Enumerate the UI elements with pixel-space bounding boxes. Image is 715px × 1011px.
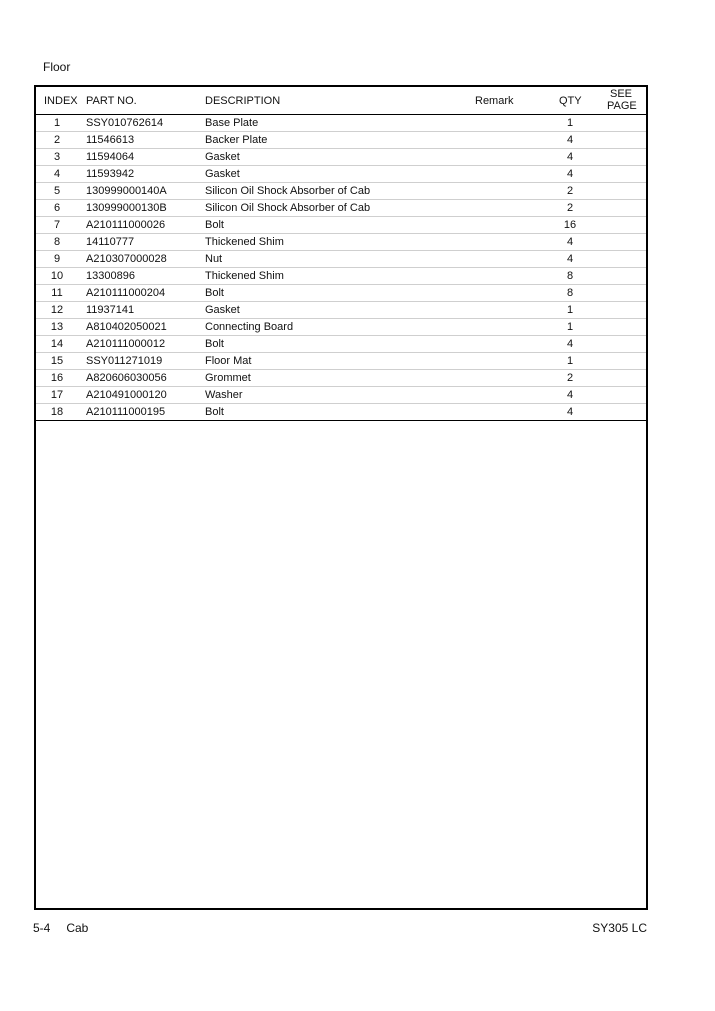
cell-description: Washer bbox=[205, 389, 243, 401]
cell-part-no: 13300896 bbox=[86, 270, 135, 282]
footer-section: Cab bbox=[66, 921, 89, 935]
cell-index: 10 bbox=[50, 270, 64, 282]
cell-qty: 4 bbox=[566, 389, 574, 401]
header-description: DESCRIPTION bbox=[205, 95, 281, 107]
table-row bbox=[36, 302, 646, 319]
cell-part-no: A210111000012 bbox=[86, 338, 166, 350]
table-row bbox=[36, 285, 646, 302]
cell-index: 14 bbox=[50, 338, 64, 350]
cell-part-no: SSY011271019 bbox=[86, 355, 163, 367]
header-part-no: PART NO. bbox=[86, 95, 137, 107]
cell-qty: 8 bbox=[566, 287, 574, 299]
cell-part-no: 14110777 bbox=[86, 236, 135, 248]
cell-index: 16 bbox=[50, 372, 64, 384]
cell-description: Gasket bbox=[205, 151, 240, 163]
cell-index: 11 bbox=[51, 287, 63, 299]
cell-part-no: 11546613 bbox=[86, 134, 135, 146]
cell-index: 2 bbox=[53, 134, 61, 146]
table-row bbox=[36, 115, 646, 132]
cell-description: Thickened Shim bbox=[205, 236, 284, 248]
cell-part-no: A210491000120 bbox=[86, 389, 167, 401]
footer-left bbox=[33, 921, 88, 935]
cell-part-no: A210111000026 bbox=[86, 219, 166, 231]
cell-index: 18 bbox=[50, 406, 64, 418]
cell-qty: 8 bbox=[566, 270, 574, 282]
cell-qty: 2 bbox=[566, 185, 574, 197]
cell-index: 12 bbox=[50, 304, 64, 316]
cell-index: 17 bbox=[50, 389, 64, 401]
header-qty: QTY bbox=[559, 95, 582, 107]
header-index: INDEX bbox=[44, 95, 78, 107]
cell-qty: 1 bbox=[566, 355, 574, 367]
cell-qty: 1 bbox=[566, 117, 574, 129]
table-row bbox=[36, 217, 646, 234]
cell-index: 9 bbox=[53, 253, 61, 265]
cell-index: 7 bbox=[53, 219, 61, 231]
cell-qty: 4 bbox=[566, 338, 574, 350]
cell-qty: 4 bbox=[566, 151, 574, 163]
cell-description: Bolt bbox=[205, 287, 224, 299]
cell-description: Bolt bbox=[205, 406, 224, 418]
cell-index: 1 bbox=[53, 117, 61, 129]
cell-description: Bolt bbox=[205, 338, 224, 350]
table-row bbox=[36, 132, 646, 149]
cell-description: Bolt bbox=[205, 219, 224, 231]
cell-qty: 4 bbox=[566, 134, 574, 146]
cell-description: Thickened Shim bbox=[205, 270, 284, 282]
cell-qty: 4 bbox=[566, 168, 574, 180]
table-body bbox=[36, 115, 646, 421]
cell-description: Gasket bbox=[205, 168, 240, 180]
cell-index: 4 bbox=[53, 168, 61, 180]
cell-index: 6 bbox=[53, 202, 61, 214]
cell-description: Backer Plate bbox=[205, 134, 268, 146]
cell-qty: 2 bbox=[566, 202, 574, 214]
cell-part-no: SSY010762614 bbox=[86, 117, 164, 129]
cell-description: Silicon Oil Shock Absorber of Cab bbox=[205, 202, 371, 214]
header-see-page-line2: PAGE bbox=[607, 100, 637, 112]
cell-part-no: 11937141 bbox=[86, 304, 135, 316]
cell-qty: 16 bbox=[563, 219, 577, 231]
table-row bbox=[36, 319, 646, 336]
table-row bbox=[36, 183, 646, 200]
cell-description: Gasket bbox=[205, 304, 240, 316]
cell-qty: 4 bbox=[566, 406, 574, 418]
header-remark: Remark bbox=[475, 95, 514, 107]
cell-part-no: 11593942 bbox=[86, 168, 135, 180]
cell-index: 3 bbox=[53, 151, 61, 163]
parts-table bbox=[34, 85, 648, 910]
cell-part-no: A210307000028 bbox=[86, 253, 167, 265]
section-title: Floor bbox=[43, 60, 71, 74]
header-see-page-line1: SEE bbox=[609, 88, 632, 100]
cell-qty: 4 bbox=[566, 253, 574, 265]
table-header bbox=[36, 87, 646, 115]
cell-part-no: 130999000130B bbox=[86, 202, 167, 214]
table-row bbox=[36, 234, 646, 251]
cell-description: Grommet bbox=[205, 372, 251, 384]
cell-part-no: A210111000204 bbox=[86, 287, 166, 299]
table-row bbox=[36, 149, 646, 166]
cell-part-no: 130999000140A bbox=[86, 185, 167, 197]
cell-part-no: A810402050021 bbox=[86, 321, 167, 333]
table-row bbox=[36, 336, 646, 353]
cell-index: 13 bbox=[50, 321, 64, 333]
table-row bbox=[36, 404, 646, 421]
cell-description: Connecting Board bbox=[205, 321, 294, 333]
cell-index: 8 bbox=[53, 236, 61, 248]
header-see-page bbox=[607, 88, 635, 112]
cell-qty: 2 bbox=[566, 372, 574, 384]
cell-part-no: 11594064 bbox=[86, 151, 135, 163]
table-row bbox=[36, 268, 646, 285]
cell-index: 5 bbox=[53, 185, 61, 197]
footer-model: SY305 LC bbox=[592, 921, 647, 935]
cell-description: Nut bbox=[205, 253, 223, 265]
table-row bbox=[36, 251, 646, 268]
cell-part-no: A210111000195 bbox=[86, 406, 166, 418]
cell-qty: 4 bbox=[566, 236, 574, 248]
footer-page-number: 5-4 bbox=[33, 921, 51, 935]
table-row bbox=[36, 387, 646, 404]
cell-qty: 1 bbox=[566, 321, 574, 333]
cell-index: 15 bbox=[50, 355, 64, 367]
table-row bbox=[36, 200, 646, 217]
table-row bbox=[36, 166, 646, 183]
table-row bbox=[36, 370, 646, 387]
table-row bbox=[36, 353, 646, 370]
cell-qty: 1 bbox=[566, 304, 574, 316]
cell-description: Base Plate bbox=[205, 117, 259, 129]
cell-description: Silicon Oil Shock Absorber of Cab bbox=[205, 185, 371, 197]
cell-description: Floor Mat bbox=[205, 355, 252, 367]
cell-part-no: A820606030056 bbox=[86, 372, 167, 384]
